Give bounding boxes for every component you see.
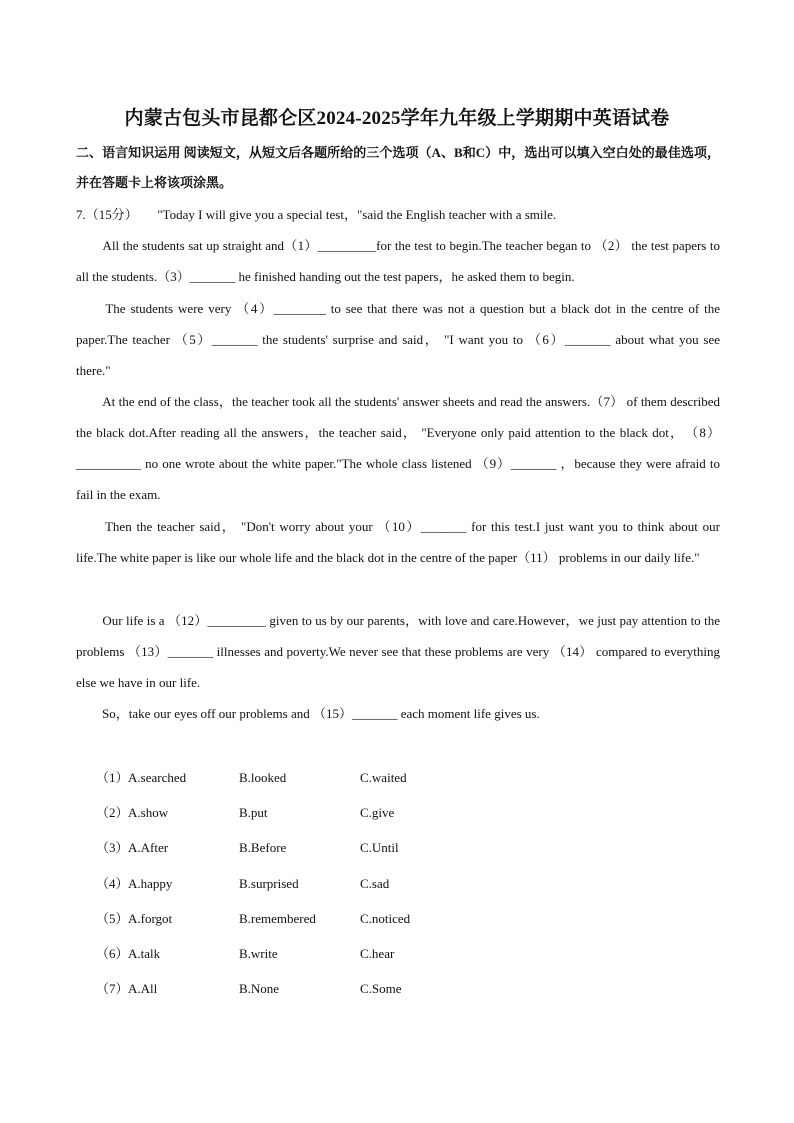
option-row	[96, 976, 656, 1011]
option-number: （5）	[96, 910, 129, 926]
option-number: （1）	[96, 770, 129, 785]
option-row	[96, 871, 656, 906]
question-stem: 7.（15分） "Today I will give you a special test，"said the English teacher with a smile.	[76, 207, 557, 222]
passage-paragraph-1: All the students sat up straight and（1）_________for the test to begin.The teacher began to （2） the test papers to all the students.（3）_______ he finished handing out the test papers，he asked them to begin.	[76, 238, 720, 284]
option-c: C.Some	[360, 981, 402, 997]
option-row	[96, 835, 656, 870]
option-c: C.hear	[360, 945, 395, 961]
answer-options	[96, 765, 656, 1011]
passage-paragraph-2: The students were very （4）________ to see that there was not a question but a black dot in the centre of the paper.The teacher （5）_______ the students' surprise and said， "I want you to （6）_______ about what you see there."	[76, 301, 720, 378]
option-a: A.After	[128, 840, 169, 856]
option-number: （4）	[96, 875, 129, 891]
option-c: C.Until	[360, 840, 399, 856]
option-row	[96, 941, 656, 976]
option-c: C.waited	[360, 770, 407, 785]
option-a: A.forgot	[128, 910, 173, 926]
passage-paragraph-3: At the end of the class，the teacher took all the students' answer sheets and read the answers.（7） of them described the black dot.After reading all the answers，the teacher said， "Everyone only paid attention to the black dot， （8）__________ no one wrote about the white paper."The whole class listened （9）_______ ，because they were afraid to fail in the exam.	[76, 394, 720, 502]
option-number: （6）	[96, 945, 129, 961]
option-a: A.searched	[128, 770, 187, 785]
section-heading: 二、语言知识运用 阅读短文，从短文后各题所给的三个选项（A、B和C）中，选出可以填入空白处的最佳选项，并在答题卡上将该项涂黑。	[76, 145, 720, 190]
option-number: （7）	[96, 981, 129, 997]
option-number: （3）	[96, 840, 129, 856]
option-c: C.noticed	[360, 910, 411, 926]
option-b: B.surprised	[239, 875, 299, 891]
passage-paragraph-4: Then the teacher said， "Don't worry about your （10）_______ for this test.I just want you to think about our life.The white paper is like our whole life and the black dot in the centre of the paper（11） problems in our daily life."	[76, 519, 720, 565]
option-b: B.put	[239, 805, 268, 821]
option-a: A.talk	[128, 945, 161, 961]
option-c: C.give	[360, 805, 395, 821]
passage-paragraph-6: So，take our eyes off our problems and （15）_______ each moment life gives us.	[76, 706, 540, 721]
option-row	[96, 906, 656, 941]
option-a: A.show	[128, 805, 169, 821]
option-row	[96, 800, 656, 835]
option-row	[96, 765, 656, 800]
page-title: 内蒙古包头市昆都仑区2024-2025学年九年级上学期期中英语试卷	[124, 108, 670, 129]
option-a: A.happy	[128, 875, 173, 891]
option-b: B.Before	[239, 840, 287, 856]
option-b: B.looked	[239, 770, 287, 785]
option-a: A.All	[128, 981, 158, 997]
option-b: B.None	[239, 981, 280, 997]
passage-paragraph-5: Our life is a （12）_________ given to us by our parents，with love and care.However，we just pay attention to the problems （13）_______ illnesses and poverty.We never see that these problems are very （14） compared to everything else we have in our life.	[76, 613, 720, 690]
option-c: C.sad	[360, 875, 390, 891]
option-b: B.write	[239, 945, 278, 961]
option-number: （2）	[96, 805, 129, 821]
option-b: B.remembered	[239, 910, 316, 926]
